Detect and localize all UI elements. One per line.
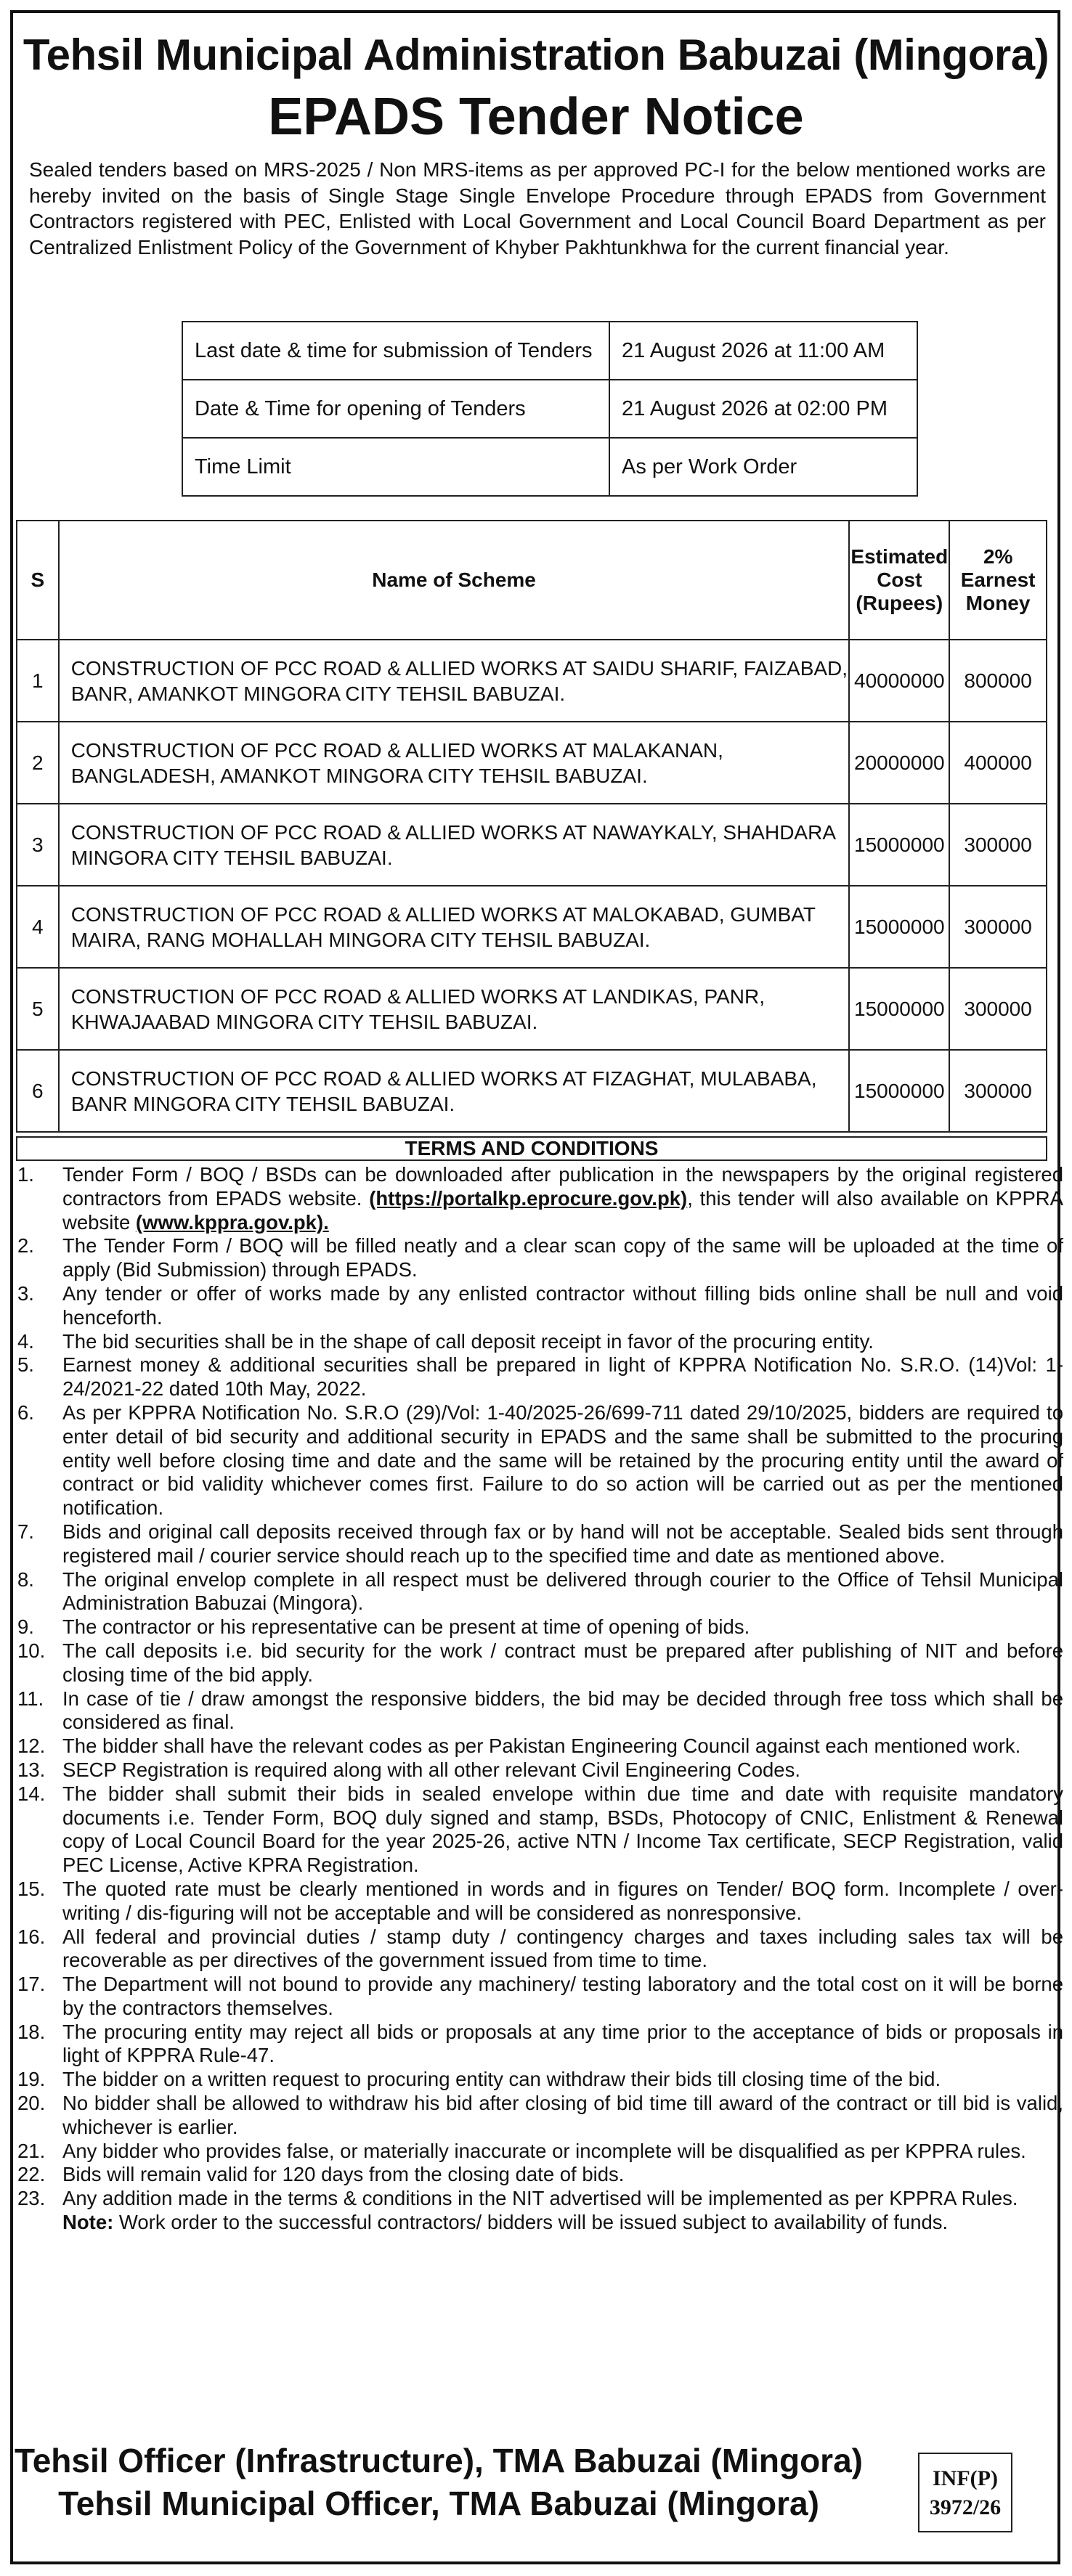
intro-paragraph: Sealed tenders based on MRS-2025 / Non MRS-items as per approved PC-I for the below mentioned works are hereby invited on the basis of Single Stage Single Envelope Procedure through EPADS from Government Contractors registered with PEC, Enlisted with Local Government and Local Council Board Department as per Centralized Enlistment Policy of the Government of Khyber Pakhtunkhwa for the current financial year.: [29, 158, 1046, 258]
schedule-value: 21 August 2026 at 02:00 PM: [609, 380, 917, 438]
term-text-block: [62, 1353, 1063, 1401]
reference-line: INF(P): [933, 2466, 998, 2490]
term-item: [16, 1639, 1063, 1687]
term-text: The contractor or his representative can be present at time of opening of bids.: [62, 1615, 750, 1639]
term-text-block: [62, 1282, 1063, 1330]
term-item: [16, 1520, 1063, 1568]
term-text-block: [62, 2068, 1063, 2092]
earnest-header-line: Money: [965, 592, 1031, 614]
cost-header-line: Cost: [877, 568, 922, 591]
term-number: 19.: [17, 2068, 46, 2091]
cell-estimated-cost: 40000000: [849, 640, 949, 722]
term-item: [16, 1758, 1063, 1782]
epads-website-link[interactable]: (https://portalkp.eprocure.gov.pk): [369, 1186, 688, 1210]
term-item: [16, 2068, 1063, 2092]
term-number: 12.: [17, 1735, 46, 1758]
reference-line: 3972/26: [929, 2495, 1002, 2519]
term-text-block: [62, 2021, 1063, 2068]
term-number: 13.: [17, 1758, 46, 1781]
term-number: 3.: [17, 1281, 34, 1305]
col-header-s: S: [17, 521, 59, 640]
schedule-row: [182, 438, 917, 496]
term-number: 14.: [17, 1782, 46, 1805]
term-item: [16, 1234, 1063, 1282]
schedule-table: [182, 321, 918, 497]
term-text: The bidder on a written request to procuring entity can withdraw their bids till closing time of the bid.: [62, 2068, 941, 2091]
term-text: The quoted rate must be clearly mentioned in words and in figures on Tender/ BOQ form. Incomplete / over-writing / dis-figuring will not be acceptable and will be considered as nonresponsive.: [62, 1877, 1063, 1924]
term-text-block: [62, 2140, 1063, 2164]
table-row: [17, 886, 1047, 968]
term-item: [16, 1735, 1063, 1758]
term-item: [16, 1568, 1063, 1616]
table-row: [17, 640, 1047, 722]
note-line: [16, 2211, 1063, 2235]
term-text-block: [62, 1639, 1063, 1687]
signature-line-1: Tehsil Officer (Infrastructure), TMA Babuzai (Mingora): [15, 2442, 863, 2479]
term-text: Any bidder who provides false, or materially inaccurate or incomplete will be disqualified as per KPPRA rules.: [62, 2139, 1026, 2162]
term-item: [16, 2187, 1063, 2211]
term-item: [16, 1330, 1063, 1354]
cell-earnest-money: 400000: [949, 722, 1047, 804]
term-number: 15.: [17, 1877, 46, 1900]
cell-scheme-name: CONSTRUCTION OF PCC ROAD & ALLIED WORKS AT FIZAGHAT, MULABABA, BANR MINGORA CITY TEHSIL BABUZAI.: [59, 1050, 850, 1132]
office-title: Tehsil Municipal Administration Babuzai (Mingora): [23, 30, 1049, 79]
term-text-block: [62, 1330, 1063, 1354]
col-header-name: Name of Scheme: [59, 521, 850, 640]
cell-estimated-cost: 20000000: [849, 722, 949, 804]
cell-estimated-cost: 15000000: [849, 886, 949, 968]
term-number: 17.: [17, 1973, 46, 1996]
cell-earnest-money: 300000: [949, 1050, 1047, 1132]
term-text-block: [62, 1163, 1063, 1234]
schedule-label: Last date & time for submission of Tenders: [182, 322, 609, 380]
cell-earnest-money: 300000: [949, 886, 1047, 968]
term-item: [16, 1282, 1063, 1330]
cell-scheme-name: CONSTRUCTION OF PCC ROAD & ALLIED WORKS AT MALOKABAD, GUMBAT MAIRA, RANG MOHALLAH MINGORA CITY TEHSIL BABUZAI.: [59, 886, 850, 968]
earnest-header-line: Earnest: [960, 568, 1036, 591]
cell-serial: 2: [17, 722, 59, 804]
term-text-block: [62, 1520, 1063, 1568]
term-item: [16, 1401, 1063, 1520]
term-text-block: [62, 1973, 1063, 2021]
term-number: 8.: [17, 1568, 34, 1591]
term-text: The bidder shall have the relevant codes as per Pakistan Engineering Council against each mentioned work.: [62, 1735, 1021, 1758]
term-item: [16, 1782, 1063, 1878]
table-row: [17, 1050, 1047, 1132]
term-text-block: [62, 2187, 1063, 2211]
note-text: Work order to the successful contractors/ bidders will be issued subject to availability of funds.: [113, 2211, 949, 2234]
term-text-block: [62, 1782, 1063, 1878]
term-text: As per KPPRA Notification No. S.R.O (29)/Vol: 1-40/2025-26/699-711 dated 29/10/2025, bidders are required to enter detail of bid security and additional security in EPADS and the same shall be submitted to the procuring entity well before closing time and date and the same will be retained by the procuring entity until the award of contract or bid validity whichever comes first. Failure to do so action will be carried out as per the mentioned notification.: [62, 1401, 1063, 1520]
term-number: 1.: [17, 1163, 34, 1186]
term-number: 16.: [17, 1925, 46, 1948]
term-text-block: [62, 1615, 1063, 1639]
term-text-block: [62, 1925, 1063, 1973]
term-number: 21.: [17, 2139, 46, 2162]
cell-earnest-money: 300000: [949, 968, 1047, 1050]
term-text-block: [62, 1568, 1063, 1616]
term-text: Tender Form / BOQ / BSDs can be downloaded after publication in the newspapers by the original registered contractors from EPADS website.: [62, 1163, 1063, 1210]
cell-serial: 5: [17, 968, 59, 1050]
term-item: [16, 2163, 1063, 2187]
cell-estimated-cost: 15000000: [849, 1050, 949, 1132]
term-text: Bids and original call deposits received through fax or by hand will not be acceptable. Sealed bids sent through registered mail / courier service should reach up to the specified time and date as mentioned above.: [62, 1520, 1063, 1567]
term-number: 2.: [17, 1234, 34, 1258]
term-text: The bid securities shall be in the shape of call deposit receipt in favor of the procuring entity.: [62, 1329, 874, 1353]
term-number: 18.: [17, 2020, 46, 2043]
earnest-header-line: 2%: [983, 545, 1013, 568]
term-item: [16, 1353, 1063, 1401]
term-text-block: [62, 2163, 1063, 2187]
term-item: [16, 1878, 1063, 1925]
term-text: In case of tie / draw amongst the responsive bidders, the bid may be decided through free toss which shall be considered as final.: [62, 1687, 1063, 1734]
term-number: 10.: [17, 1639, 46, 1662]
schedule-value: 21 August 2026 at 11:00 AM: [609, 322, 917, 380]
cell-scheme-name: CONSTRUCTION OF PCC ROAD & ALLIED WORKS AT LANDIKAS, PANR, KHWAJAABAD MINGORA CITY TEHSIL BABUZAI.: [59, 968, 850, 1050]
works-table: [16, 520, 1047, 1133]
term-number: 5.: [17, 1353, 34, 1377]
term-text: Bids will remain valid for 120 days from the closing date of bids.: [62, 2163, 625, 2186]
notice-title: EPADS Tender Notice: [268, 88, 804, 146]
reference-box: [918, 2453, 1012, 2532]
cost-header-line: (Rupees): [856, 592, 943, 614]
cell-serial: 6: [17, 1050, 59, 1132]
schedule-row: [182, 380, 917, 438]
term-text-block: [62, 1735, 1063, 1758]
table-row: [17, 722, 1047, 804]
term-text-block: [62, 1401, 1063, 1520]
term-item: [16, 1973, 1063, 2021]
table-row: [17, 804, 1047, 886]
schedule-row: [182, 322, 917, 380]
term-text: The bidder shall submit their bids in sealed envelope within due time and date with requisite mandatory documents i.e. Tender Form, BOQ duly signed and stamp, BSDs, Photocopy of CNIC, Enlistment & Renewal copy of Local Council Board for the year 2025-26, active NTN / Income Tax certificate, SECP Registration, valid PEC License, Active KPRA Registration.: [62, 1782, 1063, 1877]
terms-list: [16, 1163, 1063, 2235]
col-header-earnest: [949, 521, 1047, 640]
cell-serial: 1: [17, 640, 59, 722]
term-text: Any tender or offer of works made by any enlisted contractor without filling bids online shall be null and void henceforth.: [62, 1281, 1063, 1329]
cell-serial: 4: [17, 886, 59, 968]
cell-scheme-name: CONSTRUCTION OF PCC ROAD & ALLIED WORKS AT MALAKANAN, BANGLADESH, AMANKOT MINGORA CITY TEHSIL BABUZAI.: [59, 722, 850, 804]
term-item: [16, 2021, 1063, 2068]
term-number: 7.: [17, 1520, 34, 1543]
term-text-block: [62, 1878, 1063, 1925]
cell-estimated-cost: 15000000: [849, 968, 949, 1050]
term-text: The Department will not bound to provide any machinery/ testing laboratory and the total cost on it will be borne by the contractors themselves.: [62, 1973, 1063, 2019]
term-text: Any addition made in the terms & conditions in the NIT advertised will be implemented as per KPPRA Rules.: [62, 2187, 1018, 2210]
schedule-label: Date & Time for opening of Tenders: [182, 380, 609, 438]
term-item: [16, 1925, 1063, 1973]
col-header-cost: [849, 521, 949, 640]
term-item: [16, 1163, 1063, 1234]
term-text: All federal and provincial duties / stamp duty / contingency charges and taxes including sales tax will be recoverable as per directives of the government issued from time to time.: [62, 1925, 1063, 1972]
cost-header-line: Estimated: [850, 545, 949, 568]
term-number: 23.: [17, 2187, 46, 2210]
note-label: Note:: [62, 2211, 114, 2234]
term-text-block: [62, 1234, 1063, 1282]
cell-earnest-money: 300000: [949, 804, 1047, 886]
term-text: , this tender will also available on KPPRA website: [62, 1186, 1064, 1234]
term-text: SECP Registration is required along with all other relevant Civil Engineering Codes.: [62, 1758, 800, 1781]
term-text: Earnest money & additional securities shall be prepared in light of KPPRA Notification No. S.R.O. (14)Vol: 1-24/2021-22 dated 10th May, 2022.: [62, 1353, 1063, 1401]
kppra-website-link[interactable]: (www.kppra.gov.pk).: [135, 1210, 329, 1234]
term-text-block: [62, 2092, 1063, 2140]
term-text-block: [62, 1758, 1063, 1782]
cell-estimated-cost: 15000000: [849, 804, 949, 886]
term-number: 11.: [17, 1687, 44, 1710]
term-number: 6.: [17, 1401, 34, 1424]
cell-serial: 3: [17, 804, 59, 886]
term-number: 22.: [17, 2163, 46, 2186]
term-text: The call deposits i.e. bid security for the work / contract must be prepared after publishing of NIT and before closing time of the bid apply.: [62, 1639, 1063, 1686]
term-item: [16, 1615, 1063, 1639]
term-number: 4.: [17, 1329, 34, 1353]
term-text: The original envelop complete in all respect must be delivered through courier to the Office of Tehsil Municipal Administration Babuzai (Mingora).: [62, 1568, 1063, 1615]
cell-scheme-name: CONSTRUCTION OF PCC ROAD & ALLIED WORKS AT SAIDU SHARIF, FAIZABAD, BANR, AMANKOT MINGORA CITY TEHSIL BABUZAI.: [59, 640, 850, 722]
term-item: [16, 2140, 1063, 2164]
table-row: [17, 968, 1047, 1050]
terms-heading: TERMS AND CONDITIONS: [16, 1136, 1047, 1161]
term-item: [16, 1687, 1063, 1735]
term-text: The procuring entity may reject all bids or proposals at any time prior to the acceptance of bids or proposals in light of KPPRA Rule-47.: [62, 2020, 1063, 2067]
cell-earnest-money: 800000: [949, 640, 1047, 722]
term-item: [16, 2092, 1063, 2140]
schedule-label: Time Limit: [182, 438, 609, 496]
term-text: No bidder shall be allowed to withdraw his bid after closing of bid time till award of the contract or till bid is valid, whichever is earlier.: [62, 2092, 1063, 2138]
schedule-value: As per Work Order: [609, 438, 917, 496]
signature-line-2: Tehsil Municipal Officer, TMA Babuzai (Mingora): [58, 2485, 819, 2522]
cell-scheme-name: CONSTRUCTION OF PCC ROAD & ALLIED WORKS AT NAWAYKALY, SHAHDARA MINGORA CITY TEHSIL BABUZAI.: [59, 804, 850, 886]
term-number: 20.: [17, 2092, 46, 2115]
term-text-block: [62, 1687, 1063, 1735]
term-number: 9.: [17, 1615, 34, 1639]
term-text: The Tender Form / BOQ will be filled neatly and a clear scan copy of the same will be uploaded at the time of apply (Bid Submission) through EPADS.: [62, 1234, 1063, 1281]
